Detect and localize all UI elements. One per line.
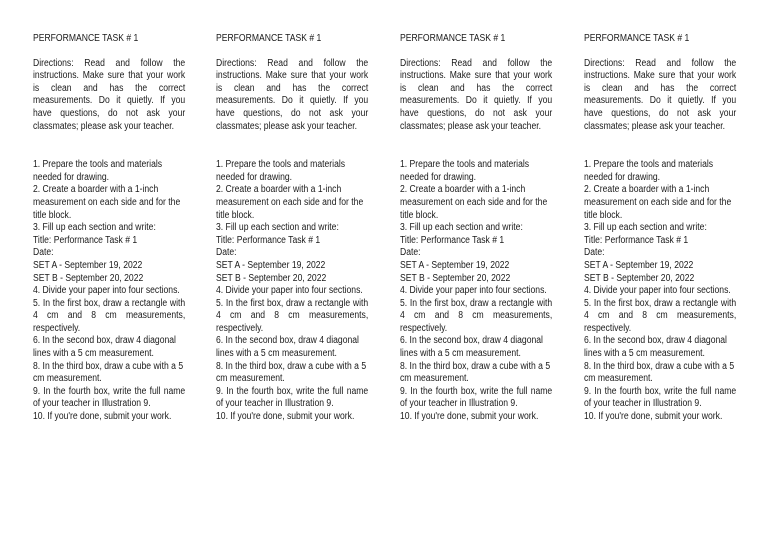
instruction-item: 6. In the second box, draw 4 diagonal lines with a 5 cm measurement. [400,335,543,360]
instruction-item: 10. If you're done, submit your work. [33,411,172,423]
instruction-item: 6. In the second box, draw 4 diagonal lines with a 5 cm measurement. [216,335,359,360]
handout-directions: Directions: Read and follow the instructions. Make sure that your work is clean and has the correct measurements. Do it quietly. If you have questions, do not ask your classmates; please ask your teacher. [216,57,369,132]
instruction-item: SET B - September 20, 2022 [33,272,144,284]
instruction-item: 5. In the first box, draw a rectangle with 4 cm and 8 cm measurements, respectively. [216,297,369,334]
instruction-item: 3. Fill up each section and write: [216,222,339,234]
handout-title: PERFORMANCE TASK # 1 [33,33,139,44]
instruction-item: 9. In the fourth box, write the full name of your teacher in Illustration 9. [33,385,186,410]
instruction-list [33,159,185,423]
instruction-item: SET A - September 19, 2022 [216,259,326,271]
handout-column-2 [216,33,369,424]
instruction-item: 6. In the second box, draw 4 diagonal lines with a 5 cm measurement. [33,335,176,360]
instruction-item: SET B - September 20, 2022 [584,272,695,284]
handout-directions: Directions: Read and follow the instructions. Make sure that your work is clean and has the correct measurements. Do it quietly. If you have questions, do not ask your classmates; please ask your teacher. [584,57,737,132]
instruction-item: 3. Fill up each section and write: [400,222,523,234]
instruction-item: 8. In the third box, draw a cube with a 5 cm measurement. [33,360,184,385]
instruction-item: 5. In the first box, draw a rectangle with 4 cm and 8 cm measurements, respectively. [33,297,186,334]
instruction-item: Date: [216,247,237,259]
instruction-item: 2. Create a boarder with a 1-inch measurement on each side and for the title block. [400,184,548,221]
instruction-item: 2. Create a boarder with a 1-inch measurement on each side and for the title block. [584,184,732,221]
instruction-item: 1. Prepare the tools and materials needed for drawing. [33,159,163,183]
instruction-item: SET A - September 19, 2022 [584,259,694,271]
instruction-list [400,159,552,423]
instruction-item: SET B - September 20, 2022 [216,272,327,284]
instruction-item: 2. Create a boarder with a 1-inch measurement on each side and for the title block. [33,184,181,221]
instruction-item: 3. Fill up each section and write: [584,222,707,234]
instruction-item: 4. Divide your paper into four sections. [216,285,363,297]
instruction-item: 2. Create a boarder with a 1-inch measurement on each side and for the title block. [216,184,364,221]
instruction-item: Date: [33,247,54,259]
instruction-item: Title: Performance Task # 1 [33,234,138,246]
instruction-item: 8. In the third box, draw a cube with a 5 cm measurement. [584,360,735,385]
instruction-item: 8. In the third box, draw a cube with a 5 cm measurement. [216,360,367,385]
handout-column-1 [33,33,186,424]
instruction-item: 1. Prepare the tools and materials needed for drawing. [216,159,346,183]
instruction-item: Date: [400,247,421,259]
instruction-item: Title: Performance Task # 1 [216,234,321,246]
instruction-item: 9. In the fourth box, write the full name of your teacher in Illustration 9. [400,385,553,410]
instruction-item: 10. If you're done, submit your work. [216,411,355,423]
instruction-item: SET A - September 19, 2022 [400,259,510,271]
instruction-item: 9. In the fourth box, write the full name of your teacher in Illustration 9. [216,385,369,410]
instruction-item: 10. If you're done, submit your work. [584,411,723,423]
instruction-item: 5. In the first box, draw a rectangle with 4 cm and 8 cm measurements, respectively. [584,297,737,334]
instruction-list [216,159,368,423]
instruction-item: 4. Divide your paper into four sections. [33,285,180,297]
instruction-item: 1. Prepare the tools and materials needed for drawing. [400,159,530,183]
instruction-item: 3. Fill up each section and write: [33,222,156,234]
instruction-item: Title: Performance Task # 1 [584,234,689,246]
handout-directions: Directions: Read and follow the instructions. Make sure that your work is clean and has the correct measurements. Do it quietly. If you have questions, do not ask your classmates; please ask your teacher. [400,57,553,132]
handout-title: PERFORMANCE TASK # 1 [216,33,322,44]
handout-directions: Directions: Read and follow the instructions. Make sure that your work is clean and has the correct measurements. Do it quietly. If you have questions, do not ask your classmates; please ask your teacher. [33,57,186,132]
instruction-item: Date: [584,247,605,259]
instruction-item: 10. If you're done, submit your work. [400,411,539,423]
handout-column-3 [400,33,553,424]
instruction-list [584,159,736,423]
instruction-item: SET B - September 20, 2022 [400,272,511,284]
handout-column-4 [584,33,737,424]
instruction-item: 6. In the second box, draw 4 diagonal lines with a 5 cm measurement. [584,335,727,360]
handout-title: PERFORMANCE TASK # 1 [584,33,690,44]
instruction-item: 1. Prepare the tools and materials needed for drawing. [584,159,714,183]
instruction-item: 4. Divide your paper into four sections. [400,285,547,297]
instruction-item: Title: Performance Task # 1 [400,234,505,246]
handout-title: PERFORMANCE TASK # 1 [400,33,506,44]
instruction-item: 4. Divide your paper into four sections. [584,285,731,297]
instruction-item: 9. In the fourth box, write the full name of your teacher in Illustration 9. [584,385,737,410]
instruction-item: SET A - September 19, 2022 [33,259,143,271]
instruction-item: 8. In the third box, draw a cube with a 5 cm measurement. [400,360,551,385]
instruction-item: 5. In the first box, draw a rectangle with 4 cm and 8 cm measurements, respectively. [400,297,553,334]
